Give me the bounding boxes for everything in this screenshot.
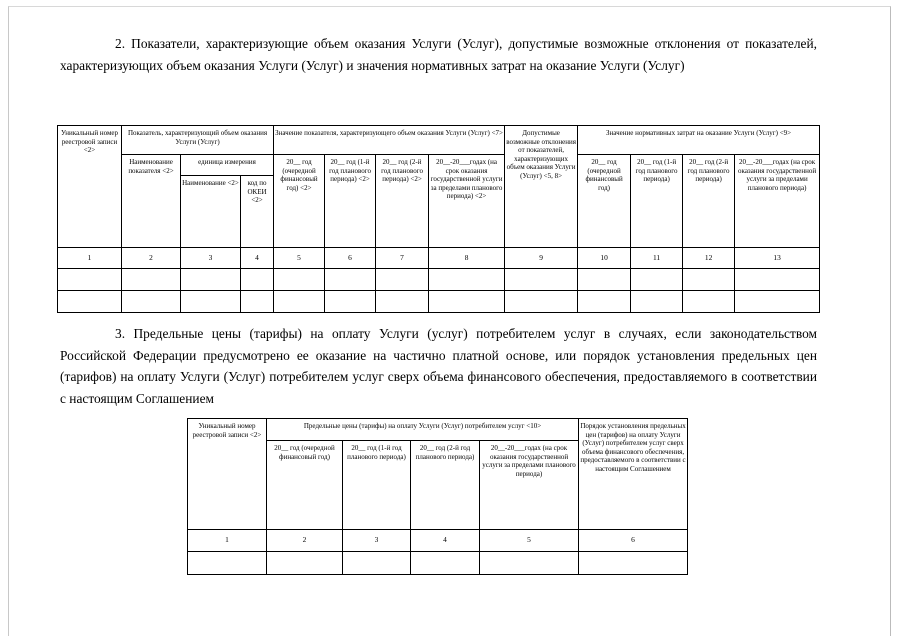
table-cell[interactable] — [578, 269, 631, 291]
header-price-year-2: 20__ год (1-й год планового периода) — [343, 441, 411, 530]
column-number: 2 — [267, 530, 343, 552]
column-number: 12 — [683, 248, 735, 269]
column-number: 9 — [505, 248, 578, 269]
header-price-beyond: 20__-20___годах (на срок оказания государственной услуги за пределами планового периода) — [480, 441, 579, 530]
header-cost-year-1: 20__ год (очередной финансовый год) — [578, 155, 631, 248]
price-limits-table — [187, 418, 688, 575]
header-unique-number: Уникальный номер реестровой записи <2> — [188, 419, 267, 530]
table-cell[interactable] — [241, 291, 274, 313]
column-number: 7 — [376, 248, 429, 269]
table-row — [188, 552, 688, 575]
header-value-year-1: 20__ год (очередной финансовый год) <2> — [274, 155, 325, 248]
table-cell[interactable] — [181, 291, 241, 313]
header-price-limits-group: Предельные цены (тарифы) на оплату Услуги (Услуг) потребителем услуг <10> — [267, 419, 579, 441]
header-unit-group: единица измерения — [181, 155, 274, 176]
column-number: 13 — [735, 248, 820, 269]
table-cell[interactable] — [181, 269, 241, 291]
header-cost-year-3: 20__ год (2-й год планового периода) — [683, 155, 735, 248]
section-3-text: 3. Предельные цены (тарифы) на оплату Услуги (услуг) потребителем услуг в случаях, если законодательством Российской Федерации предусмотрено ее оказание на частично платной основе, или порядок установления предельных цен (тарифов) на оплату Услуги (Услуг) потребителем услуг сверх объема финансового обеспечения, предоставляемого в соответствии с настоящим Соглашением — [60, 326, 817, 406]
column-number: 4 — [241, 248, 274, 269]
column-number: 3 — [343, 530, 411, 552]
table-row — [58, 291, 820, 313]
header-value-year-3: 20__ год (2-й год планового периода) <2> — [376, 155, 429, 248]
table-row — [58, 269, 820, 291]
column-number: 11 — [631, 248, 683, 269]
column-number: 1 — [58, 248, 122, 269]
table-cell[interactable] — [735, 291, 820, 313]
header-indicator-value-group: Значение показателя, характеризующего объем оказания Услуги (Услуг) <7> — [274, 126, 505, 155]
header-unit-name: Наименование <2> — [181, 176, 241, 248]
header-okei-code: код по ОКЕИ <2> — [241, 176, 274, 248]
table-cell[interactable] — [58, 269, 122, 291]
header-price-year-1: 20__ год (очередной финансовый год) — [267, 441, 343, 530]
header-cost-beyond: 20__-20___годах (на срок оказания государственной услуги за пределами планового периода) — [735, 155, 820, 248]
table-cell[interactable] — [429, 269, 505, 291]
column-number: 1 — [188, 530, 267, 552]
header-value-beyond: 20__-20___годах (на срок оказания государственной услуги за пределами планового периода) <2> — [429, 155, 505, 248]
header-price-order: Порядок установления предельных цен (тарифов) на оплату Услуги (Услуг) потребителем услуг сверх объема финансового обеспечения, предоставляемого в соответствии с настоящим Соглашением — [579, 419, 688, 530]
column-number: 5 — [274, 248, 325, 269]
header-unique-number: Уникальный номер реестровой записи <2> — [58, 126, 122, 248]
table-cell[interactable] — [480, 552, 579, 575]
table-cell[interactable] — [376, 269, 429, 291]
column-number: 6 — [579, 530, 688, 552]
table-cell[interactable] — [376, 291, 429, 313]
column-number: 10 — [578, 248, 631, 269]
column-number: 6 — [325, 248, 376, 269]
header-indicator-group: Показатель, характеризующий объем оказания Услуги (Услуг) — [122, 126, 274, 155]
table-cell[interactable] — [429, 291, 505, 313]
table-cell[interactable] — [325, 269, 376, 291]
section-2-text: 2. Показатели, характеризующие объем оказания Услуги (Услуг), допустимые возможные отклонения от показателей, характеризующих объем оказания Услуги (Услуг) и значения нормативных затрат на оказание Услуги (Услуг) — [60, 36, 817, 73]
table-cell[interactable] — [735, 269, 820, 291]
table-cell[interactable] — [505, 269, 578, 291]
volume-indicators-table — [57, 125, 820, 313]
table-cell[interactable] — [267, 552, 343, 575]
table-cell[interactable] — [325, 291, 376, 313]
header-cost-year-2: 20__ год (1-й год планового периода) — [631, 155, 683, 248]
column-number: 4 — [411, 530, 480, 552]
table-cell[interactable] — [631, 291, 683, 313]
table-cell[interactable] — [122, 291, 181, 313]
table-cell[interactable] — [188, 552, 267, 575]
table-cell[interactable] — [274, 291, 325, 313]
column-number: 3 — [181, 248, 241, 269]
table-cell[interactable] — [241, 269, 274, 291]
column-number: 8 — [429, 248, 505, 269]
table-cell[interactable] — [578, 291, 631, 313]
table-cell[interactable] — [631, 269, 683, 291]
header-indicator-name: Наименование показателя <2> — [122, 155, 181, 248]
table-cell[interactable] — [683, 291, 735, 313]
table-cell[interactable] — [505, 291, 578, 313]
header-price-year-3: 20__ год (2-й год планового периода) — [411, 441, 480, 530]
column-number: 2 — [122, 248, 181, 269]
table-cell[interactable] — [411, 552, 480, 575]
table-cell[interactable] — [58, 291, 122, 313]
header-value-year-2: 20__ год (1-й год планового периода) <2> — [325, 155, 376, 248]
table-cell[interactable] — [343, 552, 411, 575]
table-cell[interactable] — [274, 269, 325, 291]
table-cell[interactable] — [683, 269, 735, 291]
header-allowed-deviation: Допустимые возможные отклонения от показателей, характеризующих объем оказания Услуги (Услуг) <5, 8> — [505, 126, 578, 248]
column-number: 5 — [480, 530, 579, 552]
header-normative-cost-group: Значение нормативных затрат на оказание Услуги (Услуг) <9> — [578, 126, 820, 155]
table-cell[interactable] — [579, 552, 688, 575]
table-cell[interactable] — [122, 269, 181, 291]
